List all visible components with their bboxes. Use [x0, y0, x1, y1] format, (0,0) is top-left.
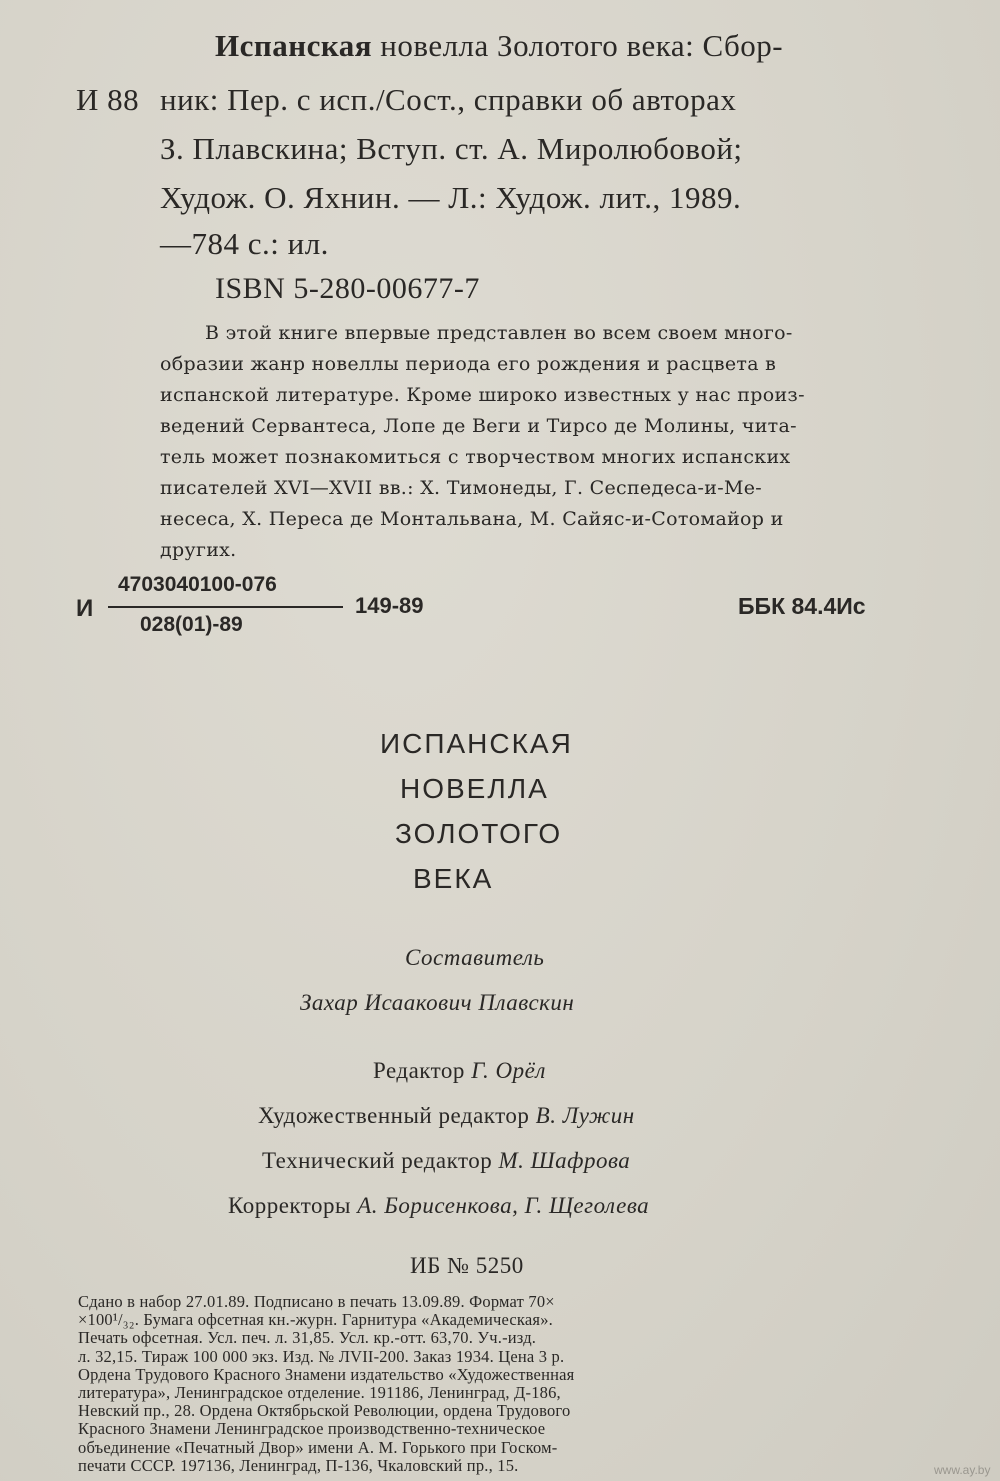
isbn: ISBN 5-280-00677-7	[215, 272, 480, 305]
bib-line-5: —784 с.: ил.	[160, 226, 329, 261]
bbk-code: ББК 84.4Ис	[738, 593, 866, 619]
credit-editor	[373, 1058, 546, 1084]
index-letter: И	[76, 595, 94, 622]
imprint-line: литература», Ленинградское отделение. 191186, Ленинград, Д-186,	[78, 1383, 561, 1402]
index-denominator: 028(01)-89	[140, 613, 243, 636]
annotation-line: несеса, Х. Переса де Монтальвана, М. Сайяс-и-Сотомайор и	[160, 508, 784, 530]
imprint-line: Невский пр., 28. Ордена Октябрьской Революции, ордена Трудового	[78, 1401, 571, 1421]
book-title-line: НОВЕЛЛА	[400, 773, 549, 804]
fraction-rule	[108, 606, 343, 608]
compiler-name: Захар Исаакович Плавскин	[300, 990, 575, 1015]
credit-role: Корректоры	[228, 1193, 351, 1218]
bib-line-3: З. Плавскина; Вступ. ст. А. Миролюбовой;	[160, 131, 743, 166]
bib-line-1	[215, 28, 783, 64]
imprint-line: объединение «Печатный Двор» имени А. М. Горького при Госком-	[78, 1437, 558, 1457]
compiler-label: Составитель	[405, 945, 545, 970]
annotation-line: образии жанр новеллы периода его рождения и расцвета в	[160, 353, 777, 375]
index-numerator: 4703040100-076	[118, 573, 277, 596]
credit-name: А. Борисенкова, Г. Щеголева	[357, 1193, 650, 1218]
imprint-line: Печать офсетная. Усл. печ. л. 31,85. Усл. кр.-отт. 63,70. Уч.-изд.	[78, 1328, 537, 1348]
annotation-line: испанской литературе. Кроме широко известных у нас произ-	[160, 384, 805, 406]
imprint-line: л. 32,15. Тираж 100 000 экз. Изд. № ЛVII-200. Заказ 1934. Цена 3 р.	[78, 1346, 565, 1366]
ib-number: ИБ № 5250	[410, 1253, 524, 1278]
credit-name: Г. Орёл	[471, 1058, 546, 1083]
annotation-line: В этой книге впервые представлен во всем своем много-	[205, 322, 793, 344]
annotation-line: ведений Сервантеса, Лопе де Веги и Тирсо де Молины, чита-	[160, 415, 797, 437]
book-title-line: ЗОЛОТОГО	[395, 818, 563, 849]
credit-role: Технический редактор	[262, 1148, 493, 1173]
credit-proofreaders	[228, 1193, 649, 1219]
book-title-line: ИСПАНСКАЯ	[380, 728, 573, 759]
credit-name: В. Лужин	[535, 1103, 635, 1128]
book-title-line: ВЕКА	[413, 863, 494, 894]
imprint-line: печати СССР. 197136, Ленинград, П-136, Чкаловский пр., 15.	[78, 1455, 519, 1475]
credit-tech-editor	[262, 1148, 630, 1174]
bib-line-2: ник: Пер. с исп./Сост., справки об авторах	[160, 82, 737, 117]
bib-code: И 88	[76, 82, 140, 117]
annotation-line: писателей XVI—XVII вв.: Х. Тимонеды, Г. Сеспедеса-и-Ме-	[160, 477, 762, 499]
annotation-line: тель может познакомиться с творчеством многих испанских	[160, 446, 791, 468]
imprint-line: Сдано в набор 27.01.89. Подписано в печать 13.09.89. Формат 70×	[78, 1292, 555, 1311]
bib-title-bold: Испанская	[215, 28, 373, 63]
bib-line-1-rest: новелла Золотого века: Сбор-	[380, 28, 784, 63]
credit-name: М. Шафрова	[498, 1148, 631, 1173]
annotation-line: других.	[160, 539, 237, 561]
imprint-line: Ордена Трудового Красного Знамени издательство «Художественная	[78, 1364, 575, 1384]
imprint-line: ×100¹/₃₂. Бумага офсетная кн.-журн. Гарнитура «Академическая».	[78, 1310, 553, 1330]
bib-line-4: Худож. О. Яхнин. — Л.: Худож. лит., 1989.	[160, 180, 742, 215]
credit-art-editor	[258, 1103, 635, 1129]
index-number: 149-89	[355, 593, 424, 618]
watermark-text: www.ay.by	[934, 1463, 991, 1477]
imprint-line: Красного Знамени Ленинградское производственно-техническое	[78, 1419, 546, 1439]
credit-role: Художественный редактор	[258, 1103, 530, 1128]
credit-role: Редактор	[373, 1058, 465, 1083]
